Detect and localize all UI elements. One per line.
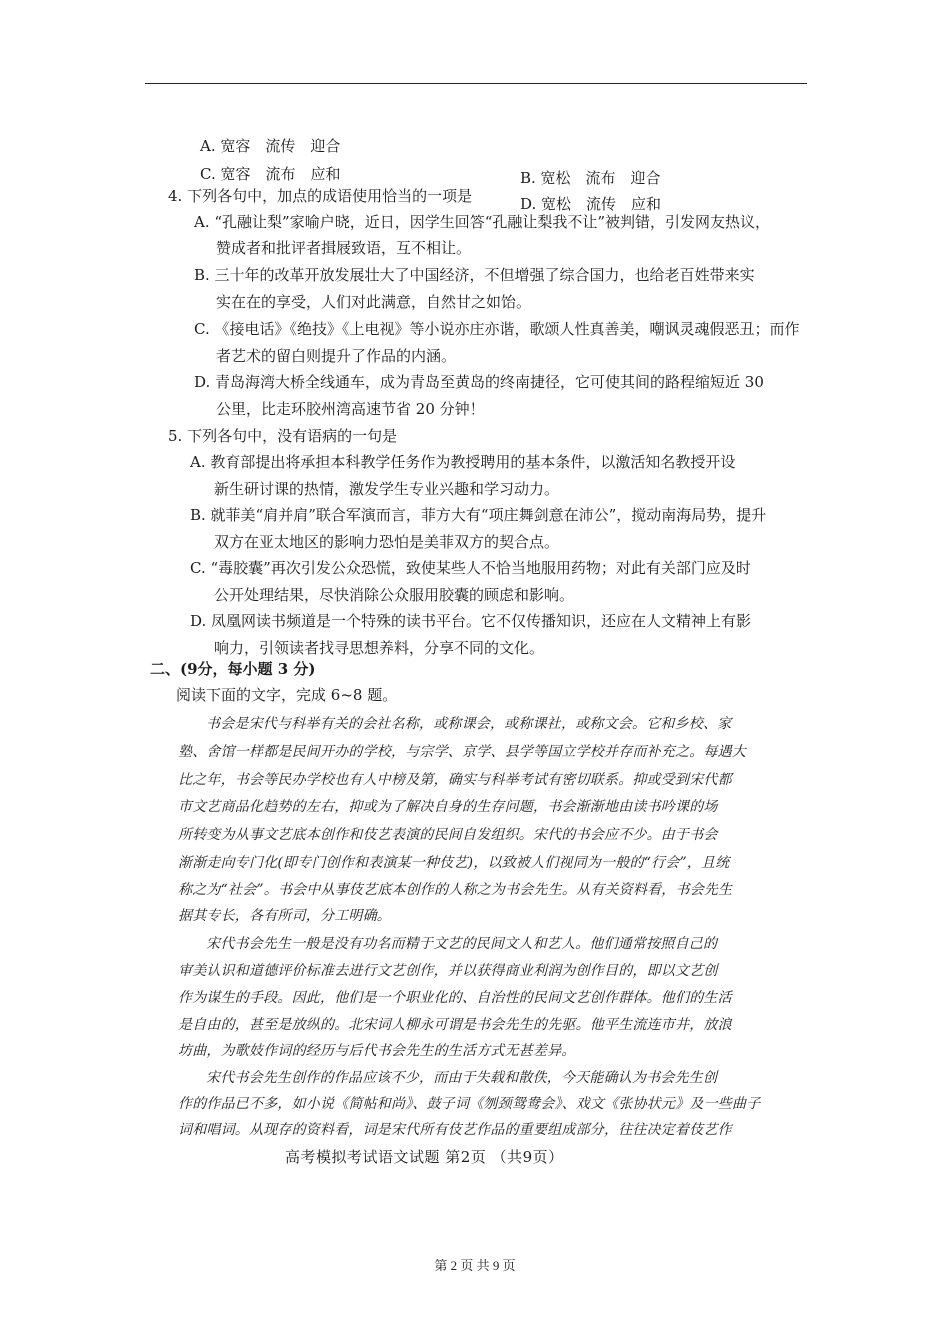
top-rule <box>145 83 807 84</box>
passage-line: 坊曲，为歌妓作词的经历与后代书会先生的生活方式无甚差异。 <box>178 1043 576 1059</box>
q5-stem: 5. 下列各句中，没有语病的一句是 <box>168 427 398 445</box>
passage-line: 据其专长，各有所司，分工明确。 <box>178 908 391 924</box>
passage-line: 书会是宋代与科举有关的会社名称，或称课会，或称课社，或称文会。它和乡校、家 <box>206 716 732 732</box>
passage-line: 塾、舍馆一样都是民间开办的学校，与宗学、京学、县学等国立学校并存而补充之。每遇大 <box>178 744 746 760</box>
q5-option-b-line1: B. 就菲美“肩并肩”联合军演而言，菲方大有“项庄舞剑意在沛公”，搅动南海局势，提升 <box>190 506 767 524</box>
q3-option-a: A. 宽容 流传 迎合 <box>200 137 341 155</box>
q4-option-b-line2: 实在在的享受，人们对此满意，自然甘之如饴。 <box>216 293 532 311</box>
passage-line: 所转变为从事文艺底本创作和伎艺表演的民间自发组织。宋代的书会应不少。由于书会 <box>178 827 718 843</box>
q4-option-a-line1: A. “孔融让梨”家喻户晓，近日，因学生回答“孔融让梨我不让”被判错，引发网友热议， <box>194 213 771 231</box>
section2-heading: 二、(9分，每小题 3 分) <box>150 660 316 678</box>
q3-option-c: C. 宽容 流布 应和 <box>200 165 341 183</box>
passage-line: 作的作品已不多，如小说《简帖和尚》、鼓子词《刎颈鸳鸯会》、戏文《张协状元》及一些曲子 <box>178 1096 761 1112</box>
passage-line: 比之年，书会等民办学校也有人中榜及第，确实与科举考试有密切联系。抑或受到宋代都 <box>178 772 732 788</box>
q5-option-b-line2: 双方在亚太地区的影响力恐怕是美菲双方的契合点。 <box>214 533 560 551</box>
passage-line: 作为谋生的手段。因此，他们是一个职业化的、自治性的民间文艺创作群体。他们的生活 <box>178 990 732 1006</box>
q5-option-d-line2: 响力，引领读者找寻思想养料，分享不同的文化。 <box>214 639 545 657</box>
passage-line: 称之为“社会”。书会中从事伎艺底本创作的人称之为书会先生。从有关资料看，书会先生 <box>178 882 733 898</box>
scanned-page <box>150 128 812 848</box>
q5-option-d-line1: D. 凤凰网读书频道是一个特殊的读书平台。它不仅传播知识，还应在人文精神上有影 <box>190 612 752 630</box>
q4-option-b-line1: B. 三十年的改革开放发展壮大了中国经济，不但增强了综合国力，也给老百姓带来实 <box>194 266 755 284</box>
passage-line: 词和唱词。从现存的资料看，词是宋代所有伎艺作品的重要组成部分，往往决定着伎艺作 <box>178 1122 732 1138</box>
passage-line: 是自由的，甚至是放纵的。北宋词人柳永可谓是书会先生的先驱。他平生流连市井，放浪 <box>178 1017 732 1033</box>
q4-stem: 4. 下列各句中，加点的成语使用恰当的一项是 <box>168 187 473 205</box>
q3-option-d: D. 宽松 流传 应和 <box>520 195 662 213</box>
q5-option-a-line1: A. 教育部提出将承担本科教学任务作为教授聘用的基本条件，以激活知名教授开设 <box>190 453 736 471</box>
page-number: 第 2 页 共 9 页 <box>434 1258 516 1273</box>
q4-option-c-line1: C. 《接电话》《绝技》《上电视》等小说亦庄亦谐，歌颂人性真善美，嘲讽灵魂假恶丑；而作 <box>194 320 800 338</box>
q5-option-c-line2: 公开处理结果，尽快消除公众服用胶囊的顾虑和影响。 <box>214 586 575 604</box>
q5-option-c-line1: C. “毒胶囊”再次引发公众恐慌，致使某些人不恰当地服用药物；对此有关部门应及时 <box>190 559 751 577</box>
passage-line: 市文艺商品化趋势的左右，抑或为了解决自身的生存问题，书会渐渐地由读书吟课的场 <box>178 799 718 815</box>
exam-footer: 高考模拟考试语文试题 第2页 （共9页） <box>285 1148 564 1166</box>
q4-option-d-line2: 公里，比走环胶州湾高速节省 20 分钟！ <box>216 400 485 418</box>
q3-option-b: B. 宽松 流布 迎合 <box>520 169 661 187</box>
passage-line: 宋代书会先生创作的作品应该不少，而由于失载和散佚，今天能确认为书会先生创 <box>206 1070 718 1086</box>
q5-option-a-line2: 新生研讨课的热情，激发学生专业兴趣和学习动力。 <box>214 480 560 498</box>
passage-line: 渐渐走向专门化(即专门创作和表演某一种伎艺)，以致被人们视同为一般的“行会”，且统 <box>178 855 730 871</box>
section2-instruction: 阅读下面的文字，完成 6~8 题。 <box>176 686 398 704</box>
passage-line: 审美认识和道德评价标准去进行文艺创作，并以获得商业利润为创作目的，即以文艺创 <box>178 963 718 979</box>
q4-option-d-line1: D. 青岛海湾大桥全线通车，成为青岛至黄岛的终南捷径，它可使其间的路程缩短近 30 <box>194 373 764 391</box>
q4-option-c-line2: 者艺术的留白则提升了作品的内涵。 <box>216 347 457 365</box>
passage-line: 宋代书会先生一般是没有功名而精于文艺的民间文人和艺人。他们通常按照自己的 <box>206 936 718 952</box>
q4-option-a-line2: 赞成者和批评者揖屐致语，互不相让。 <box>216 239 472 257</box>
